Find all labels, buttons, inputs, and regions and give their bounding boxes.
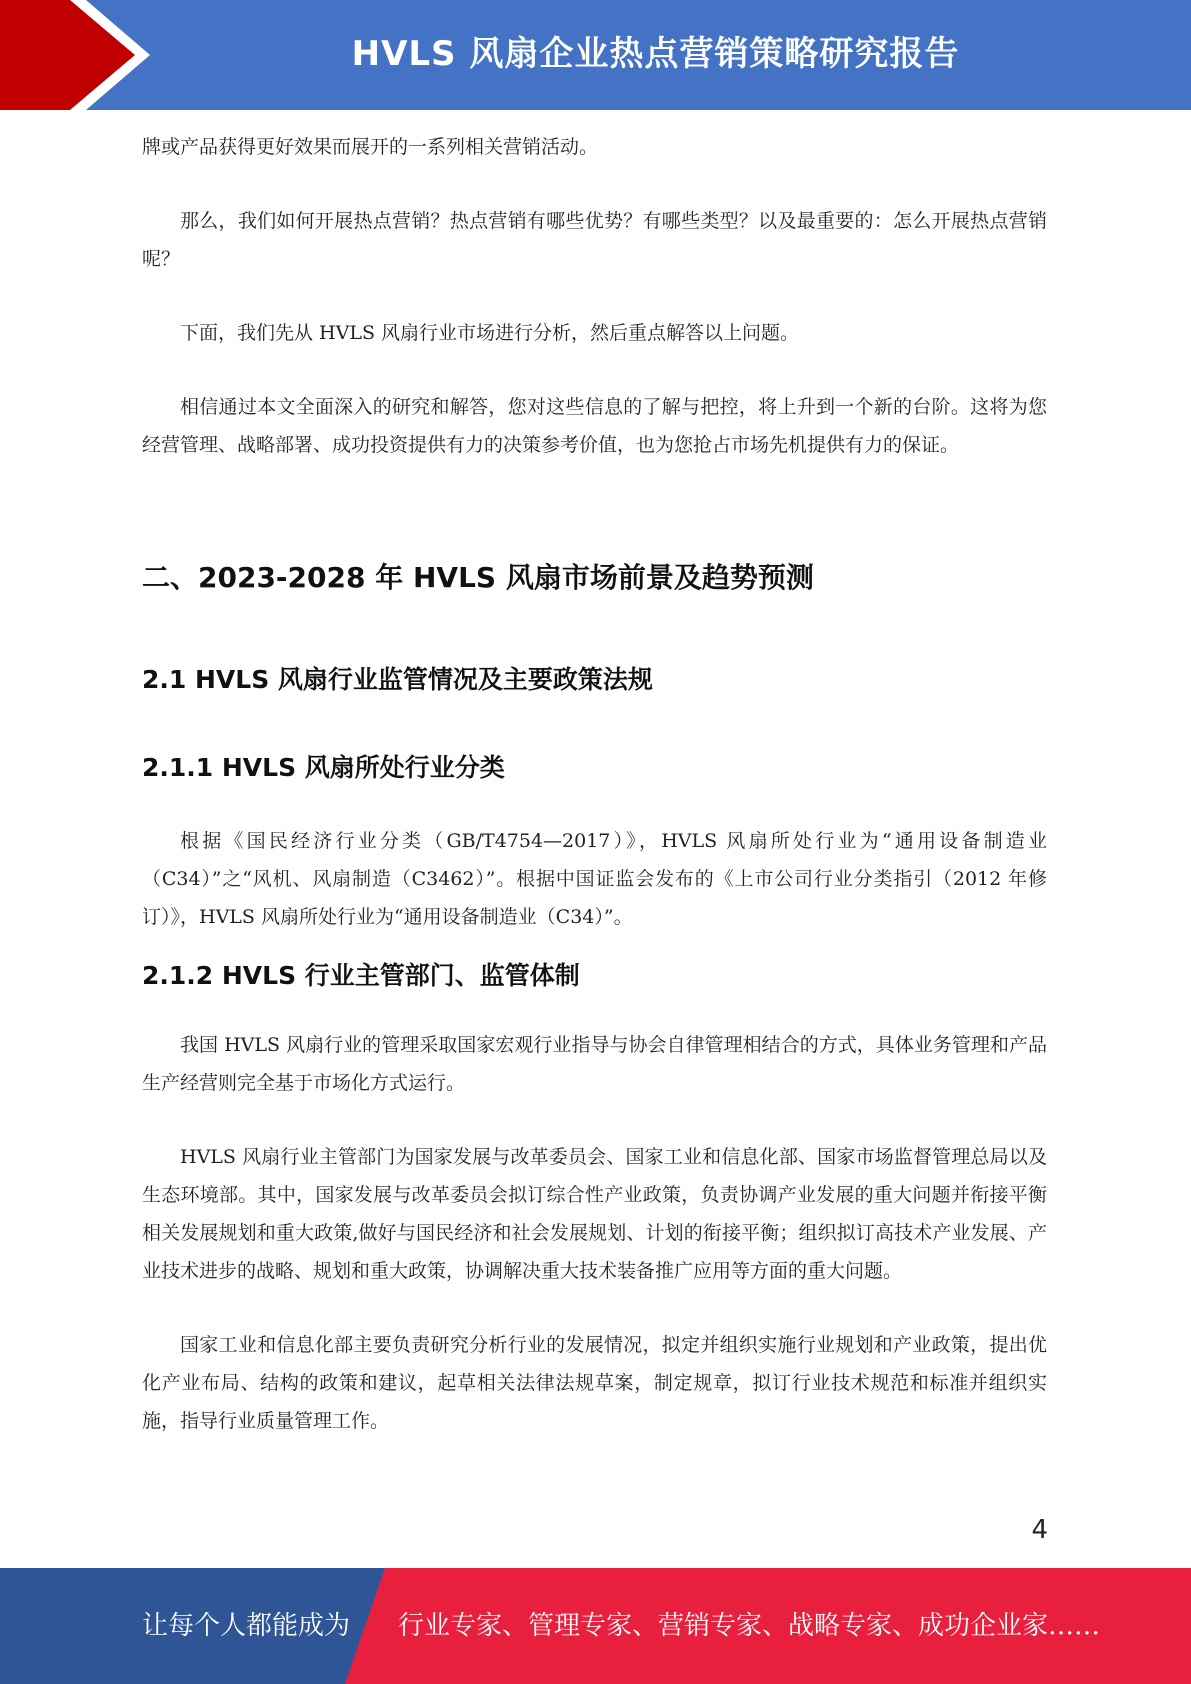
subsection-heading: 2.1 HVLS 风扇行业监管情况及主要政策法规 [142,665,653,694]
page-header [0,0,1191,110]
section-heading: 二、2023-2028 年 HVLS 风扇市场前景及趋势预测 [142,561,814,594]
paragraph: 国家工业和信息化部主要负责研究分析行业的发展情况，拟定并组织实施行业规划和产业政策，提出优化产业布局、结构的政策和建议，起草相关法律法规草案，制定规章，拟订行业技术规范和标准并组织实施，指导行业质量管理工作。 [142,1334,1047,1432]
report-title: HVLS 风扇企业热点营销策略研究报告 [351,34,960,74]
footer-slogan-right: 行业专家、管理专家、营销专家、战略专家、成功企业家…… [398,1611,1101,1641]
subsection-heading: 2.1.2 HVLS 行业主管部门、监管体制 [142,961,580,990]
page-footer [0,1568,1191,1684]
page-number: 4 [1031,1515,1048,1545]
paragraph: 我国 HVLS 风扇行业的管理采取国家宏观行业指导与协会自律管理相结合的方式，具体业务管理和产品生产经营则完全基于市场化方式运行。 [142,1034,1047,1094]
paragraph: 下面，我们先从 HVLS 风扇行业市场进行分析，然后重点解答以上问题。 [180,322,800,344]
paragraph: 根据《国民经济行业分类（GB/T4754—2017）》，HVLS 风扇所处行业为“通用设备制造业（C34）”之“风机、风扇制造（C3462）”。根据中国证监会发布的《上市公司行业分类指引（2012 年修订）》，HVLS 风扇所处行业为“通用设备制造业（C34）”。 [142,830,1047,928]
document-body [142,128,1047,1440]
paragraph: 那么，我们如何开展热点营销？热点营销有哪些优势？有哪些类型？以及最重要的：怎么开展热点营销呢？ [142,210,1047,270]
subsection-heading: 2.1.1 HVLS 风扇所处行业分类 [142,753,505,782]
paragraph: 牌或产品获得更好效果而展开的一系列相关营销活动。 [142,136,599,158]
footer-slogan-left: 让每个人都能成为 [142,1611,351,1641]
paragraph: HVLS 风扇行业主管部门为国家发展与改革委员会、国家工业和信息化部、国家市场监督管理总局以及生态环境部。其中，国家发展与改革委员会拟订综合性产业政策，负责协调产业发展的重大问题并衔接平衡相关发展规划和重大政策,做好与国民经济和社会发展规划、计划的衔接平衡；组织拟订高技术产业发展、产业技术进步的战略、规划和重大政策，协调解决重大技术装备推广应用等方面的重大问题。 [142,1146,1047,1282]
paragraph: 相信通过本文全面深入的研究和解答，您对这些信息的了解与把控，将上升到一个新的台阶。这将为您经营管理、战略部署、成功投资提供有力的决策参考价值，也为您抢占市场先机提供有力的保证。 [142,396,1047,456]
header-chevron-arrow [0,0,135,110]
